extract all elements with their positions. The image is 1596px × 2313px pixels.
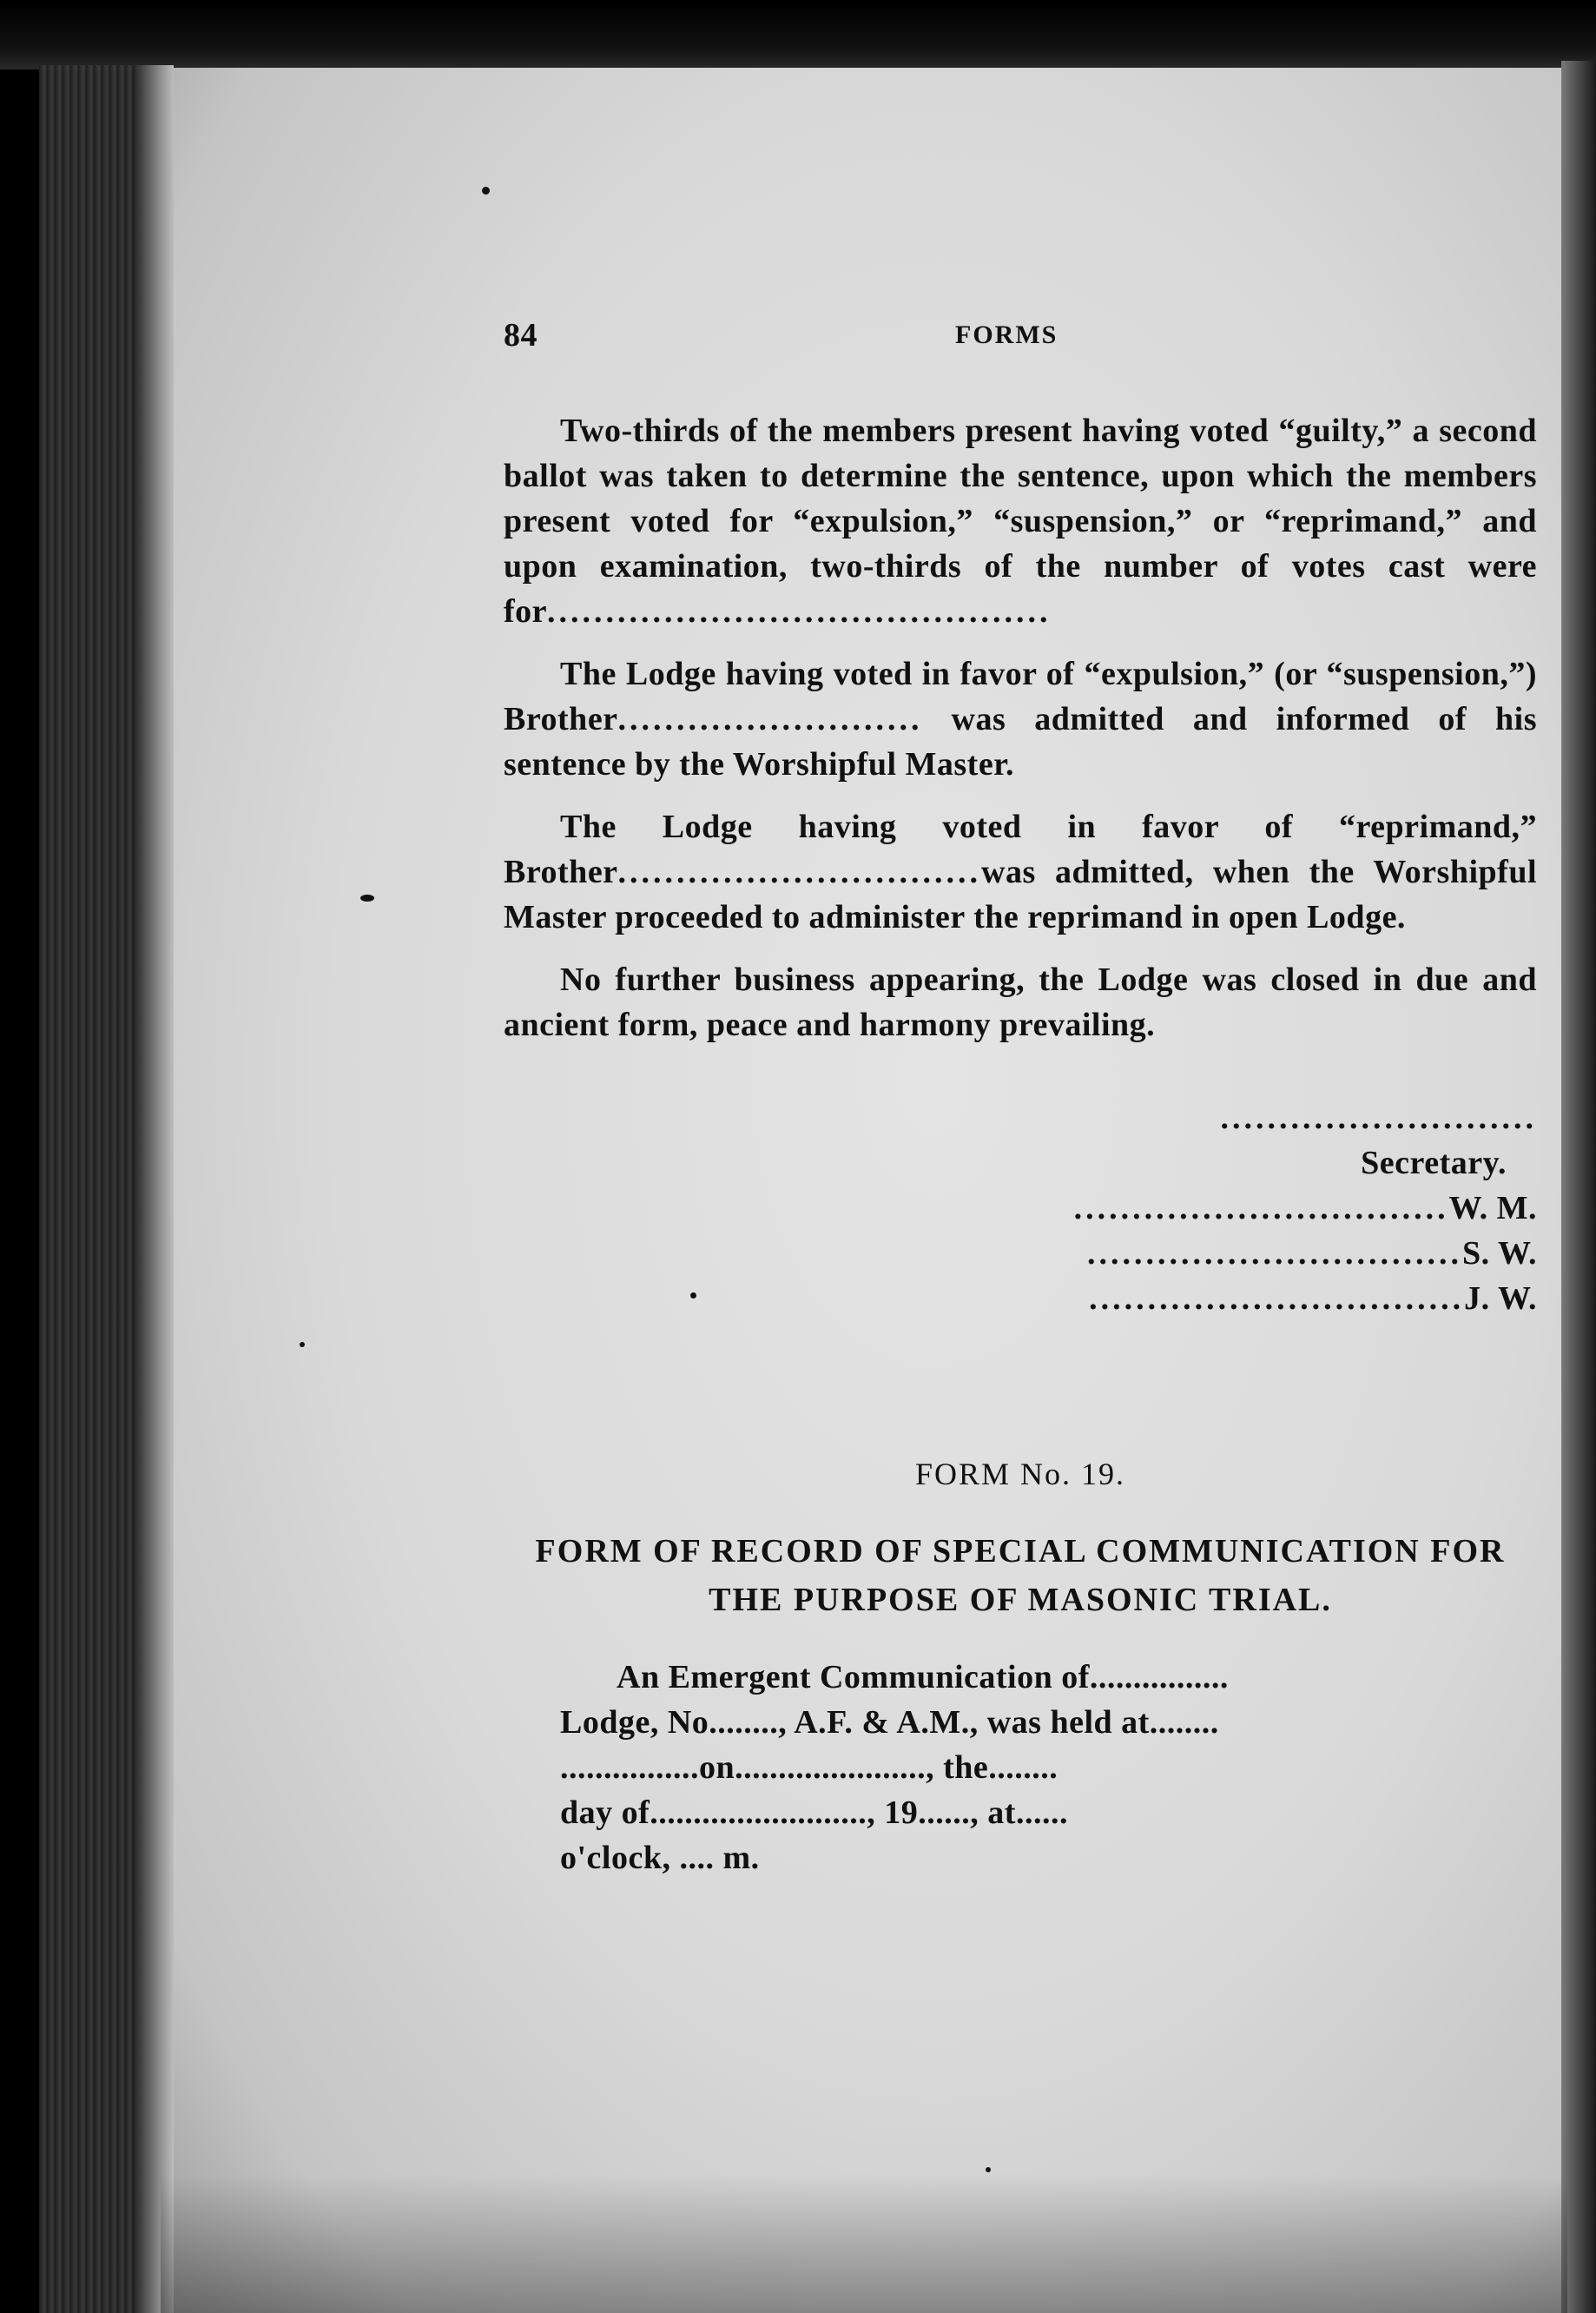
paragraph-expulsion <box>504 651 1537 787</box>
signature-dots: ................................ <box>1089 1280 1465 1317</box>
paragraph-text: was admitted, <box>981 854 1194 890</box>
page-content <box>504 313 1537 1880</box>
paragraph-text: were for <box>504 548 1537 630</box>
spine-edge <box>139 65 174 2313</box>
signature-dots: ................................ <box>1073 1190 1449 1226</box>
form-line: o'clock, .... m. <box>560 1840 760 1876</box>
page-number: 84 <box>504 317 537 354</box>
officer-line-jw <box>825 1276 1537 1321</box>
form-title: FORM OF RECORD OF SPECIAL COMMUNICATION FOR THE PURPOSE OF MASONIC TRIAL. <box>535 1533 1506 1618</box>
signature-dots: ................................ <box>1087 1235 1463 1272</box>
paragraph-text: No further business appearing, the Lodge was closed in due and ancient form, peace and harmony prevailing. <box>504 962 1537 1043</box>
paragraph-text: The Lodge having voted in favor of “expulsion,” (or “suspension,”) Brother <box>504 656 1537 737</box>
paragraph-text: The Lodge having voted in favor of “reprimand,” <box>560 809 1537 845</box>
form-line: An Emergent Communication of................ <box>617 1659 1229 1695</box>
blank-fill-dots: .......................... <box>617 701 923 737</box>
officer-line-wm <box>825 1186 1537 1231</box>
secretary-label: Secretary. <box>1361 1145 1507 1181</box>
paragraph-text: when the Worshipful Master proceeded to administer the reprimand in open Lodge. <box>504 854 1538 935</box>
page-bottom-shade <box>161 2174 1567 2313</box>
form-line: day of........................., 19......, at...... <box>560 1794 1068 1831</box>
form-number-heading: FORM No. 19. <box>914 1457 1126 1491</box>
paragraph-ballot <box>504 408 1537 634</box>
ink-speck <box>360 895 374 902</box>
form-body <box>504 1655 1537 1880</box>
ink-speck <box>482 187 490 195</box>
page-right-edge <box>1561 61 1596 2313</box>
ink-speck <box>986 2167 991 2172</box>
paragraph-text: Two-thirds of the members present having voted “guilty,” a second ballot was taken to determine the sentence, upon which the members present voted for “expulsion,” “suspension,” or “reprimand,” and upon examination, two-thirds of the number of votes cast <box>504 413 1537 585</box>
blank-fill-dots: ........................................... <box>547 593 1052 630</box>
running-head <box>504 313 1537 365</box>
paragraph-text: was admitted and informed of his sentence by the Worshipful Master. <box>504 701 1537 783</box>
secretary-signature-line: ........................... <box>1220 1100 1537 1136</box>
form-line: ................on......................, the........ <box>560 1749 1059 1786</box>
officer-title: W. M. <box>1448 1190 1537 1226</box>
ink-speck <box>300 1342 305 1347</box>
officer-line-sw <box>825 1231 1537 1276</box>
scan-border-top <box>0 0 1596 69</box>
blank-fill-dots: ............................... <box>617 854 982 890</box>
running-title: FORMS <box>955 321 1059 349</box>
form-line: Lodge, No........, A.F. & A.M., was held at........ <box>560 1704 1219 1741</box>
officer-title: J. W. <box>1464 1280 1537 1317</box>
signature-block <box>504 1095 1537 1321</box>
paragraph-closing <box>504 957 1537 1047</box>
paragraph-text: Brother <box>504 854 618 890</box>
paragraph-reprimand <box>504 804 1537 940</box>
officer-title: S. W. <box>1462 1235 1537 1272</box>
